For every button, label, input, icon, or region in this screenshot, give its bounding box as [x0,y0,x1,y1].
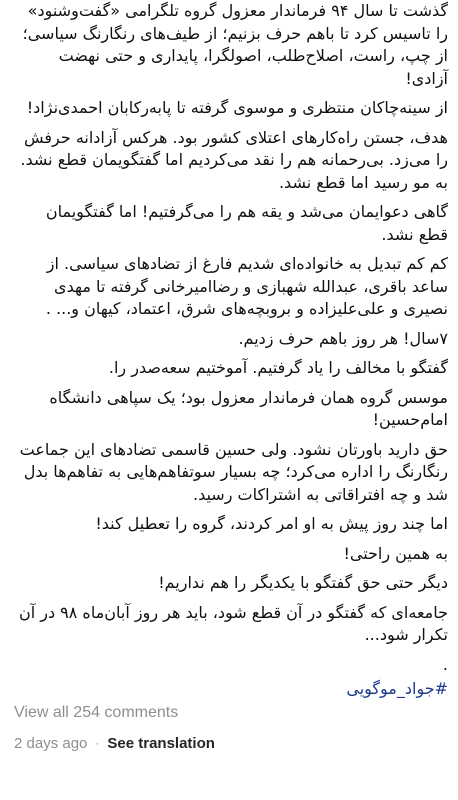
caption-paragraph: گفتگو با مخالف را یاد گرفتیم. آموختیم سعه‌صدر را. [108,358,448,377]
caption-paragraph: از سینه‌چاکان منتظری و موسوی گرفته تا پابه‌رکابان احمدی‌نژاد! [26,98,448,117]
caption-paragraph: گاهی دعوایمان می‌شد و یقه هم را می‌گرفتیم! اما گفتگویمان قطع نشد. [45,202,448,244]
caption-paragraph: ۷سال! هر روز باهم حرف زدیم. [238,328,448,348]
caption-paragraph: گذشت تا سال ۹۴ فرماندار معزول گروه تلگرامی «گفت‌وشنود» را تاسیس کرد تا باهم حرف بزنیم؛ از طیف‌های رنگارنگ سیاسی؛ از چپ، راست، اصلاح‌طلب، اصولگرا، پایداری و حتی نهضت آزادی! [22,1,448,88]
hashtag-link[interactable]: #جواد_موگویی [346,678,448,698]
caption-paragraph: کم کم تبدیل به خانواده‌ای شدیم فارغ از تضادهای سیاسی. از ساعد باقری، عبدالله شهبازی و رضاامیرخانی گرفته تا مهدی نصیری و علی‌علیزاده و بروبچه‌های شرق، اعتماد، کیهان و... . [45,254,448,318]
caption-paragraph: موسس گروه همان فرماندار معزول بود؛ یک سپاهی دانشگاه امام‌حسین! [49,387,448,429]
caption-paragraph: هدف، جستن راه‌کارهای اعتلای کشور بود. هرکس آزادانه حرفش را می‌زد. بی‌رحمانه هم را نقد می‌کردیم اما گفتگویمان قطع نشد. به مو رسید اما قطع نشد. [20,127,448,192]
caption-paragraph: جامعه‌ای که گفتگو در آن قطع شود، باید هر روز آبان‌ماه ۹۸ در آن تکرار شود... [18,602,448,644]
post-timestamp: 2 days ago [14,734,88,752]
caption-paragraph: اما چند روز پیش به او امر کردند، گروه را تعطیل کند! [95,514,448,533]
post-meta [14,735,444,752]
meta-separator: · [95,736,100,750]
view-all-comments-link[interactable]: View all 254 comments [14,703,179,721]
caption-paragraph: حق دارید باورتان نشود. ولی حسین قاسمی تضادهای این جماعت رنگارنگ را اداره می‌کرد؛ چه بسیار سوتفاهم‌هایی به تفاهم‌ها بدل شد و چه افتراقاتی به اشتراکات رسید. [19,439,448,504]
post-footer [0,704,458,752]
caption-paragraph: به همین راحتی! [343,543,448,563]
see-translation-button[interactable]: See translation [107,734,215,752]
caption-paragraph: دیگر حتی حق گفتگو با یکدیگر را هم نداریم! [158,573,448,592]
caption-dot: . [442,654,448,674]
